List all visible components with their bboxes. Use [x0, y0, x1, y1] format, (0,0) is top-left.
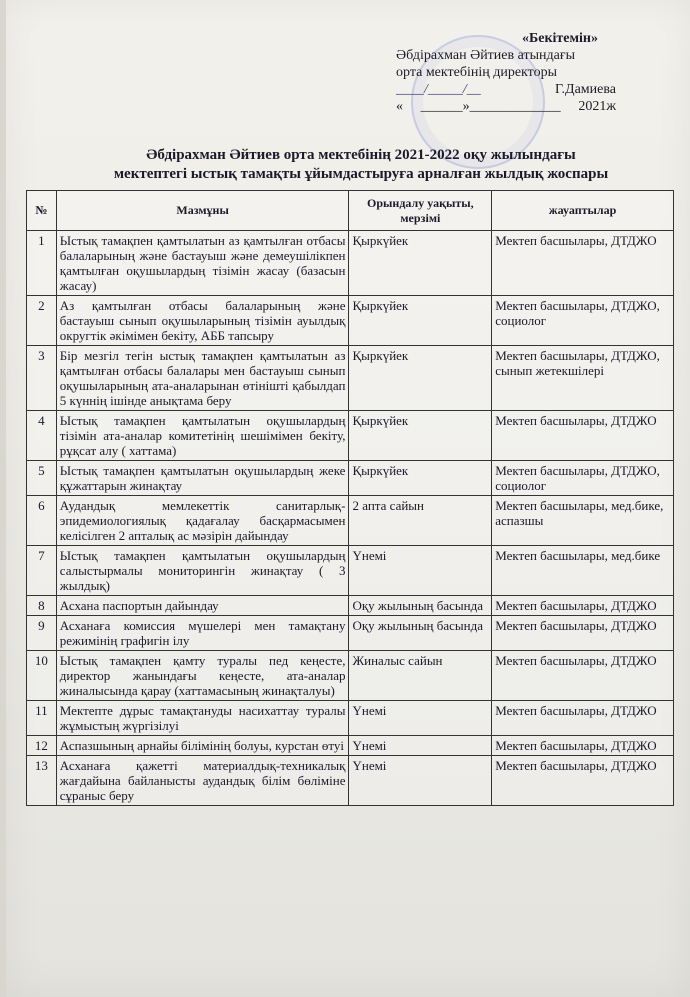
row-number: 7 [27, 546, 57, 596]
row-number: 11 [27, 701, 57, 736]
row-content: Мектепте дұрыс тамақтануды насихаттау туралы жұмыстың жүргізілуі [56, 701, 349, 736]
row-responsible: Мектеп басшылары, мед.бике, аспазшы [492, 496, 674, 546]
row-responsible: Мектеп басшылары, ДТДЖО [492, 756, 674, 806]
title-line-1: Әбдірахман Әйтиев орта мектебінің 2021-2022 оқу жылындағы [146, 147, 576, 163]
approval-signature-line [396, 81, 616, 98]
row-responsible: Мектеп басшылары, ДТДЖО, социолог [492, 296, 674, 346]
table-header-row [27, 191, 674, 231]
row-responsible: Мектеп басшылары, ДТДЖО [492, 736, 674, 756]
row-responsible: Мектеп басшылары, ДТДЖО [492, 701, 674, 736]
row-time: Қыркүйек [349, 346, 492, 411]
page-title [36, 146, 686, 184]
row-content: Ыстық тамақпен қамту туралы пед кеңесте, директор жанындағы кеңесте, ата-аналар жиналысында қарау (хаттамасының жинақталуы) [56, 651, 349, 701]
row-content: Асхана паспортын дайындау [56, 596, 349, 616]
date-year: 2021ж [578, 99, 616, 114]
table-row [27, 231, 674, 296]
header-content: Мазмұны [56, 191, 349, 231]
row-time: 2 апта сайын [349, 496, 492, 546]
table-body [27, 231, 674, 806]
row-responsible: Мектеп басшылары, ДТДЖО, сынып жетекшілері [492, 346, 674, 411]
approval-block [396, 30, 616, 115]
approval-date [396, 98, 616, 115]
row-time: Қыркүйек [349, 411, 492, 461]
row-responsible: Мектеп басшылары, ДТДЖО [492, 411, 674, 461]
header-time: Орындалу уақыты, мерзімі [349, 191, 492, 231]
date-blank: ______»_____________ [420, 99, 561, 114]
row-time: Жиналыс сайын [349, 651, 492, 701]
row-time: Үнемі [349, 546, 492, 596]
row-number: 2 [27, 296, 57, 346]
row-responsible: Мектеп басшылары, мед.бике [492, 546, 674, 596]
row-time: Үнемі [349, 701, 492, 736]
table-row [27, 411, 674, 461]
row-content: Бір мезгіл тегін ыстық тамақпен қамтылатын аз қамтылған отбасы балалары мен бастауыш сынып оқушыларының ата-аналарынан өтінішті қабылдап 5 күннің ішінде анықтама беру [56, 346, 349, 411]
table-row [27, 496, 674, 546]
header-responsible: жауаптылар [492, 191, 674, 231]
row-content: Аудандық мемлекеттік санитарлық-эпидемиологиялық қадағалау басқармасымен келісілген 2 апталық ас мәзірін дайындау [56, 496, 349, 546]
row-number: 4 [27, 411, 57, 461]
row-time: Үнемі [349, 756, 492, 806]
row-responsible: Мектеп басшылары, ДТДЖО [492, 596, 674, 616]
row-number: 9 [27, 616, 57, 651]
approval-heading: «Бекітемін» [521, 31, 598, 46]
row-content: Ыстық тамақпен қамтылатын оқушылардың жеке құжаттарын жинақтау [56, 461, 349, 496]
approval-signer: Г.Дамиева [555, 82, 616, 97]
row-time: Оқу жылының басында [349, 596, 492, 616]
row-responsible: Мектеп басшылары, ДТДЖО [492, 651, 674, 701]
table-row [27, 651, 674, 701]
header-num: № [27, 191, 57, 231]
row-number: 3 [27, 346, 57, 411]
table-row [27, 346, 674, 411]
row-time: Үнемі [349, 736, 492, 756]
row-content: Ыстық тамақпен қамтылатын оқушылардың салыстырмалы мониторингін жинақтау ( 3 жылдық) [56, 546, 349, 596]
row-content: Ыстық тамақпен қамтылатын оқушылардың тізімін ата-аналар комитетінің шешімімен бекіту, рұқсат алу ( хаттама) [56, 411, 349, 461]
row-responsible: Мектеп басшылары, ДТДЖО [492, 231, 674, 296]
row-time: Оқу жылының басында [349, 616, 492, 651]
row-number: 1 [27, 231, 57, 296]
row-content: Асханаға қажетті материалдық-техникалық жағдайына байланысты аудандық білім бөліміне сұраныс беру [56, 756, 349, 806]
table-row [27, 546, 674, 596]
table-row [27, 296, 674, 346]
row-number: 5 [27, 461, 57, 496]
plan-table [26, 190, 674, 806]
row-number: 10 [27, 651, 57, 701]
table-row [27, 756, 674, 806]
row-content: Ыстық тамақпен қамтылатын аз қамтылған отбасы балаларының және бастауыш және демеушілікпен қамтылған оқушылардың тізімін жасау (базасын жасау) [56, 231, 349, 296]
table-row [27, 616, 674, 651]
row-number: 8 [27, 596, 57, 616]
row-responsible: Мектеп басшылары, ДТДЖО [492, 616, 674, 651]
table-row [27, 596, 674, 616]
row-number: 13 [27, 756, 57, 806]
table-row [27, 701, 674, 736]
table-row [27, 736, 674, 756]
row-time: Қыркүйек [349, 461, 492, 496]
row-time: Қыркүйек [349, 296, 492, 346]
row-content: Аз қамтылған отбасы балаларының және бастауыш сынып оқушыларының тізімін ауылдық округтік әкімімен бекіту, АББ тапсыру [56, 296, 349, 346]
document-page [6, 0, 690, 997]
row-content: Асханаға комиссия мүшелері мен тамақтану режимінің графигін ілу [56, 616, 349, 651]
row-number: 12 [27, 736, 57, 756]
date-prefix: « [396, 99, 403, 114]
row-responsible: Мектеп басшылары, ДТДЖО, социолог [492, 461, 674, 496]
title-line-2: мектептегі ыстық тамақты ұйымдастыруға арналған жылдық жоспары [113, 166, 609, 182]
row-number: 6 [27, 496, 57, 546]
row-time: Қыркүйек [349, 231, 492, 296]
table-row [27, 461, 674, 496]
approval-school: Әбдірахман Әйтиев атындағы [396, 48, 575, 63]
signature-mark: ____/_____/__ [396, 82, 481, 97]
row-content: Аспазшының арнайы білімінің болуы, курстан өтуі [56, 736, 349, 756]
approval-position: орта мектебінің директоры [396, 65, 558, 80]
